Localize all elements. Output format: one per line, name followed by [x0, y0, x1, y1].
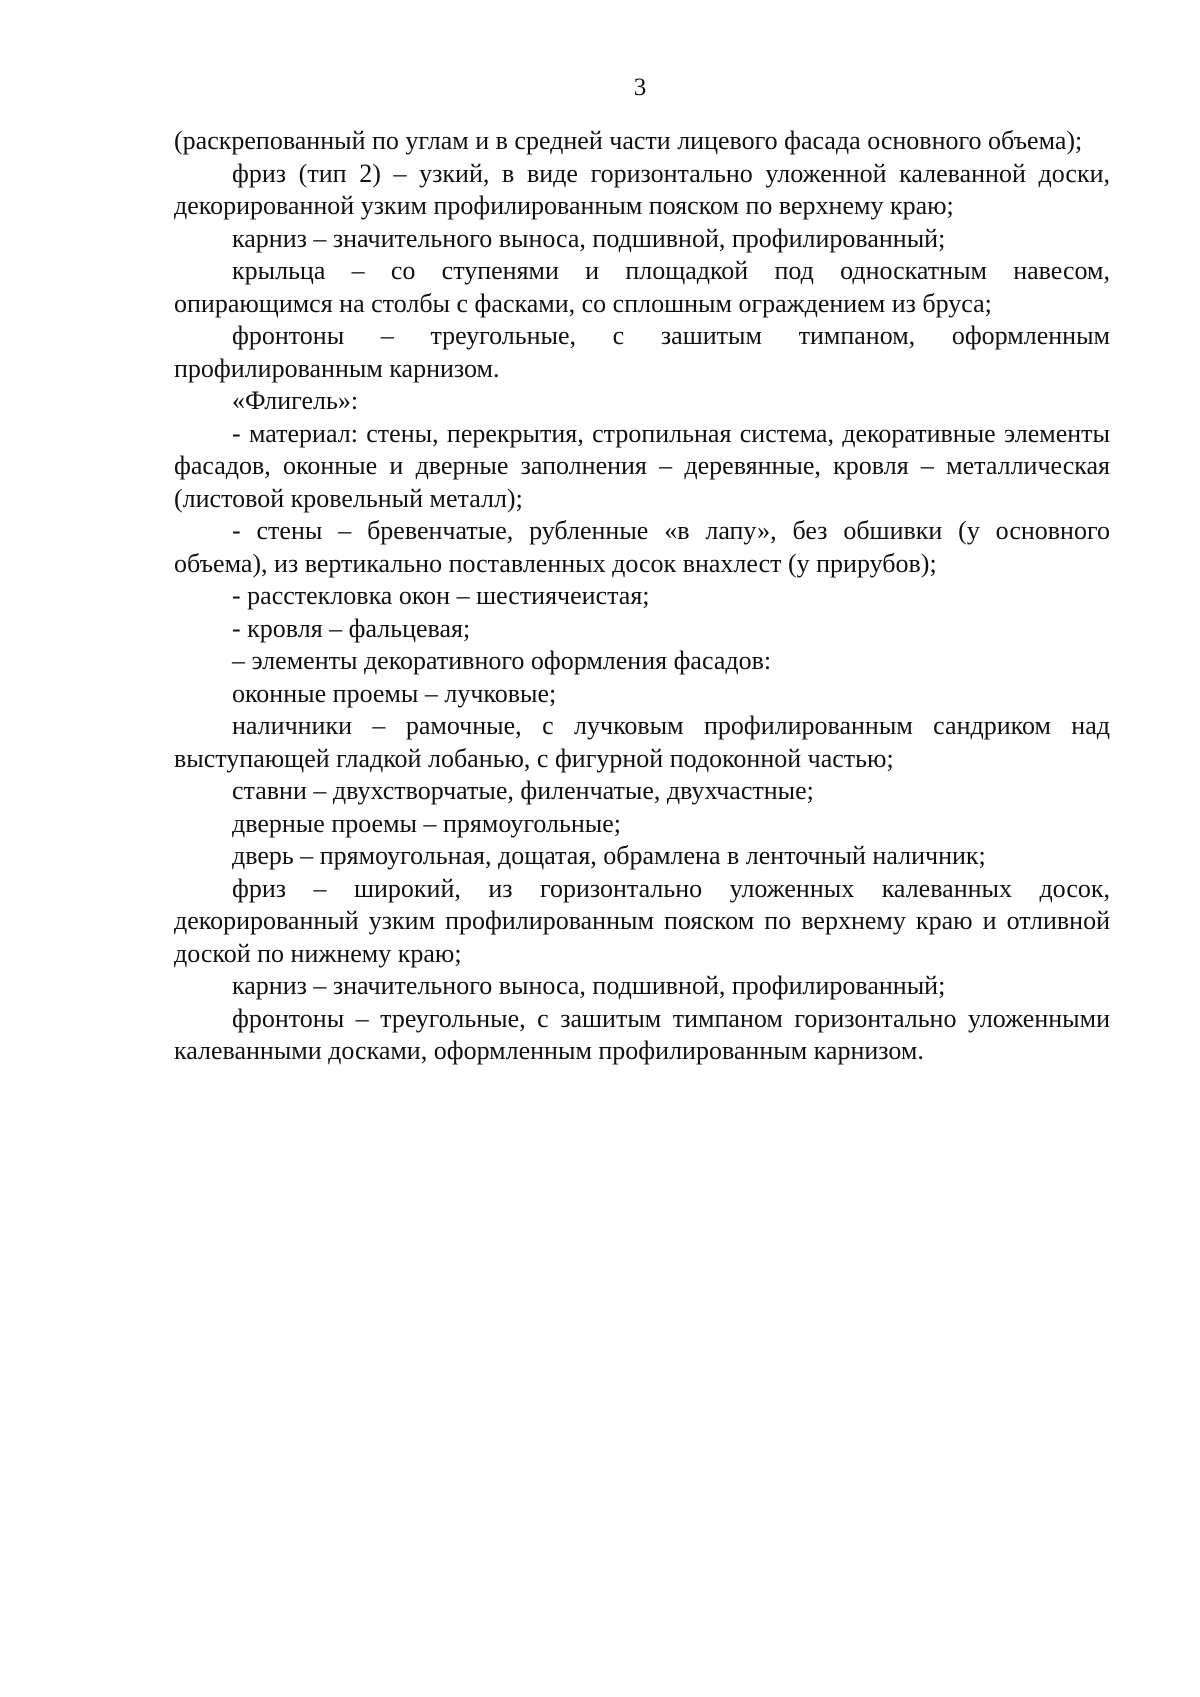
paragraph-door: дверь – прямоугольная, дощатая, обрамлена в ленточный наличник; [232, 841, 986, 870]
page-number: 3 [633, 74, 647, 101]
paragraph-window-glazing: - расстекловка окон – шестиячеистая; [232, 581, 650, 610]
document-body [174, 125, 1110, 1068]
paragraph-cornice-outbuilding: карниз – значительного выноса, подшивной, профилированный; [232, 971, 946, 1000]
paragraph-cornice: карниз – значительного выноса, подшивной, профилированный; [232, 223, 946, 253]
paragraph-frieze-type-2: фриз (тип 2) – узкий, в виде горизонтально уложенной калеванной доски, декорированной узким профилированным пояском по верхнему краю; [174, 158, 1110, 220]
paragraph-window-openings: оконные проемы – лучковые; [232, 678, 557, 708]
paragraph-material: - материал: стены, перекрытия, стропильная система, декоративные элементы фасадов, оконные и дверные заполнения – деревянные, кровля – металлическая (листовой кровельный металл); [174, 418, 1110, 513]
paragraph-outbuilding-heading: «Флигель»: [232, 386, 359, 415]
paragraph-architraves: наличники – рамочные, с лучковым профилированным сандриком над выступающей гладкой лобанью, с фигурной подоконной частью; [174, 711, 1110, 773]
paragraph-shutters: ставни – двухстворчатые, филенчатые, двухчастные; [232, 776, 814, 805]
paragraph-pediments: фронтоны – треугольные, с зашитым тимпаном, оформленным профилированным карнизом. [174, 321, 1110, 383]
paragraph-decor-elements: – элементы декоративного оформления фасадов: [232, 646, 772, 675]
paragraph-pediments-outbuilding: фронтоны – треугольные, с зашитым тимпаном горизонтально уложенными калеванными досками, оформленным профилированным карнизом. [174, 1003, 1110, 1065]
paragraph-frieze-wide: фриз – широкий, из горизонтально уложенных калеванных досок, декорированный узким профилированным пояском по верхнему краю и отливной доской по нижнему краю; [174, 873, 1110, 968]
paragraph-frieze-continuation: (раскрепованный по углам и в средней части лицевого фасада основного объема); [174, 126, 1083, 155]
paragraph-roof: - кровля – фальцевая; [232, 613, 471, 643]
paragraph-porches: крыльца – со ступенями и площадкой под односкатным навесом, опирающимся на столбы с фасками, со сплошным ограждением из бруса; [174, 256, 1110, 318]
paragraph-door-openings: дверные проемы – прямоугольные; [232, 808, 621, 838]
paragraph-walls: - стены – бревенчатые, рубленные «в лапу», без обшивки (у основного объема), из вертикально поставленных досок внахлест (у прирубов); [174, 516, 1110, 578]
